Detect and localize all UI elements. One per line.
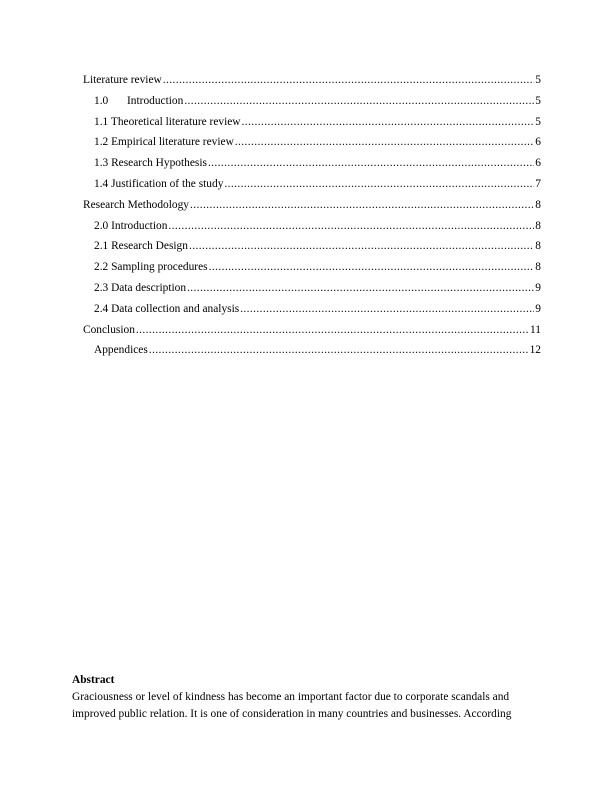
abstract-line: improved public relation. It is one of consideration in many countries and businesses. According xyxy=(72,708,512,720)
toc-entry-page: 7 xyxy=(535,177,541,190)
toc-leader-dots xyxy=(208,155,534,171)
toc-leader-dots xyxy=(168,218,534,234)
toc-leader-dots xyxy=(209,259,535,275)
toc-entry-number: 1.0 xyxy=(94,94,109,107)
toc-leader-dots xyxy=(136,322,529,338)
toc-leader-dots xyxy=(184,93,534,109)
toc-leader-dots xyxy=(189,238,534,254)
toc-leader-dots xyxy=(149,342,529,358)
toc-leader-dots xyxy=(187,280,534,296)
toc-leader-dots xyxy=(235,134,535,150)
toc-entry-page: 12 xyxy=(529,344,541,357)
toc-entry-label: Conclusion xyxy=(83,323,135,336)
toc-entry[interactable] xyxy=(83,322,541,343)
toc-entry[interactable] xyxy=(83,280,541,301)
toc-entry-label: Appendices xyxy=(94,344,148,357)
toc-entry-label: 1.2 Empirical literature review xyxy=(94,136,234,149)
toc-entry-label: 2.3 Data description xyxy=(94,281,187,294)
toc-entry[interactable] xyxy=(83,238,541,259)
abstract-heading: Abstract xyxy=(72,674,115,686)
toc-entry-page: 9 xyxy=(535,281,541,294)
toc-entry[interactable] xyxy=(83,72,541,93)
toc-entry-label: 2.1 Research Design xyxy=(94,240,188,253)
toc-entry[interactable] xyxy=(83,259,541,280)
toc-entry-label: 2.0 Introduction xyxy=(94,219,168,232)
toc-entry[interactable] xyxy=(83,93,541,114)
toc-entry-page: 11 xyxy=(530,323,541,336)
toc-leader-dots xyxy=(240,301,534,317)
toc-entry-page: 5 xyxy=(535,74,541,86)
toc-entry-page: 6 xyxy=(535,157,541,170)
toc-entry-page: 5 xyxy=(535,94,541,107)
toc-entry[interactable] xyxy=(83,176,541,197)
toc-entry-label: Introduction xyxy=(127,94,184,107)
toc-entry-label: 1.4 Justification of the study xyxy=(94,177,224,190)
table-of-contents xyxy=(83,72,541,363)
toc-entry[interactable] xyxy=(83,134,541,155)
toc-entry[interactable] xyxy=(83,155,541,176)
toc-entry-label: Research Methodology xyxy=(83,198,189,211)
toc-entry-page: 5 xyxy=(535,115,541,128)
toc-leader-dots xyxy=(224,176,534,192)
toc-leader-dots xyxy=(242,114,535,130)
toc-entry[interactable] xyxy=(83,342,541,363)
toc-entry-page: 8 xyxy=(535,261,541,274)
toc-entry-label: 2.4 Data collection and analysis xyxy=(94,302,240,315)
toc-entry[interactable] xyxy=(83,114,541,135)
toc-entry-label: Literature review xyxy=(83,74,162,86)
toc-entry-page: 8 xyxy=(535,198,541,211)
toc-entry-label: 1.1 Theoretical literature review xyxy=(94,115,241,128)
toc-entry[interactable] xyxy=(83,218,541,239)
abstract-section xyxy=(72,672,542,723)
toc-entry-page: 9 xyxy=(535,302,541,315)
toc-entry-page: 6 xyxy=(535,136,541,149)
toc-entry-label: 1.3 Research Hypothesis xyxy=(94,157,207,170)
toc-entry[interactable] xyxy=(83,197,541,218)
toc-entry-label: 2.2 Sampling procedures xyxy=(94,261,208,274)
toc-entry[interactable] xyxy=(83,301,541,322)
toc-leader-dots xyxy=(190,197,534,213)
toc-entry-page: 8 xyxy=(535,240,541,253)
toc-leader-dots xyxy=(163,72,535,88)
abstract-line: Graciousness or level of kindness has become an important factor due to corporate scandals and xyxy=(72,691,510,703)
toc-entry-page: 8 xyxy=(535,219,541,232)
